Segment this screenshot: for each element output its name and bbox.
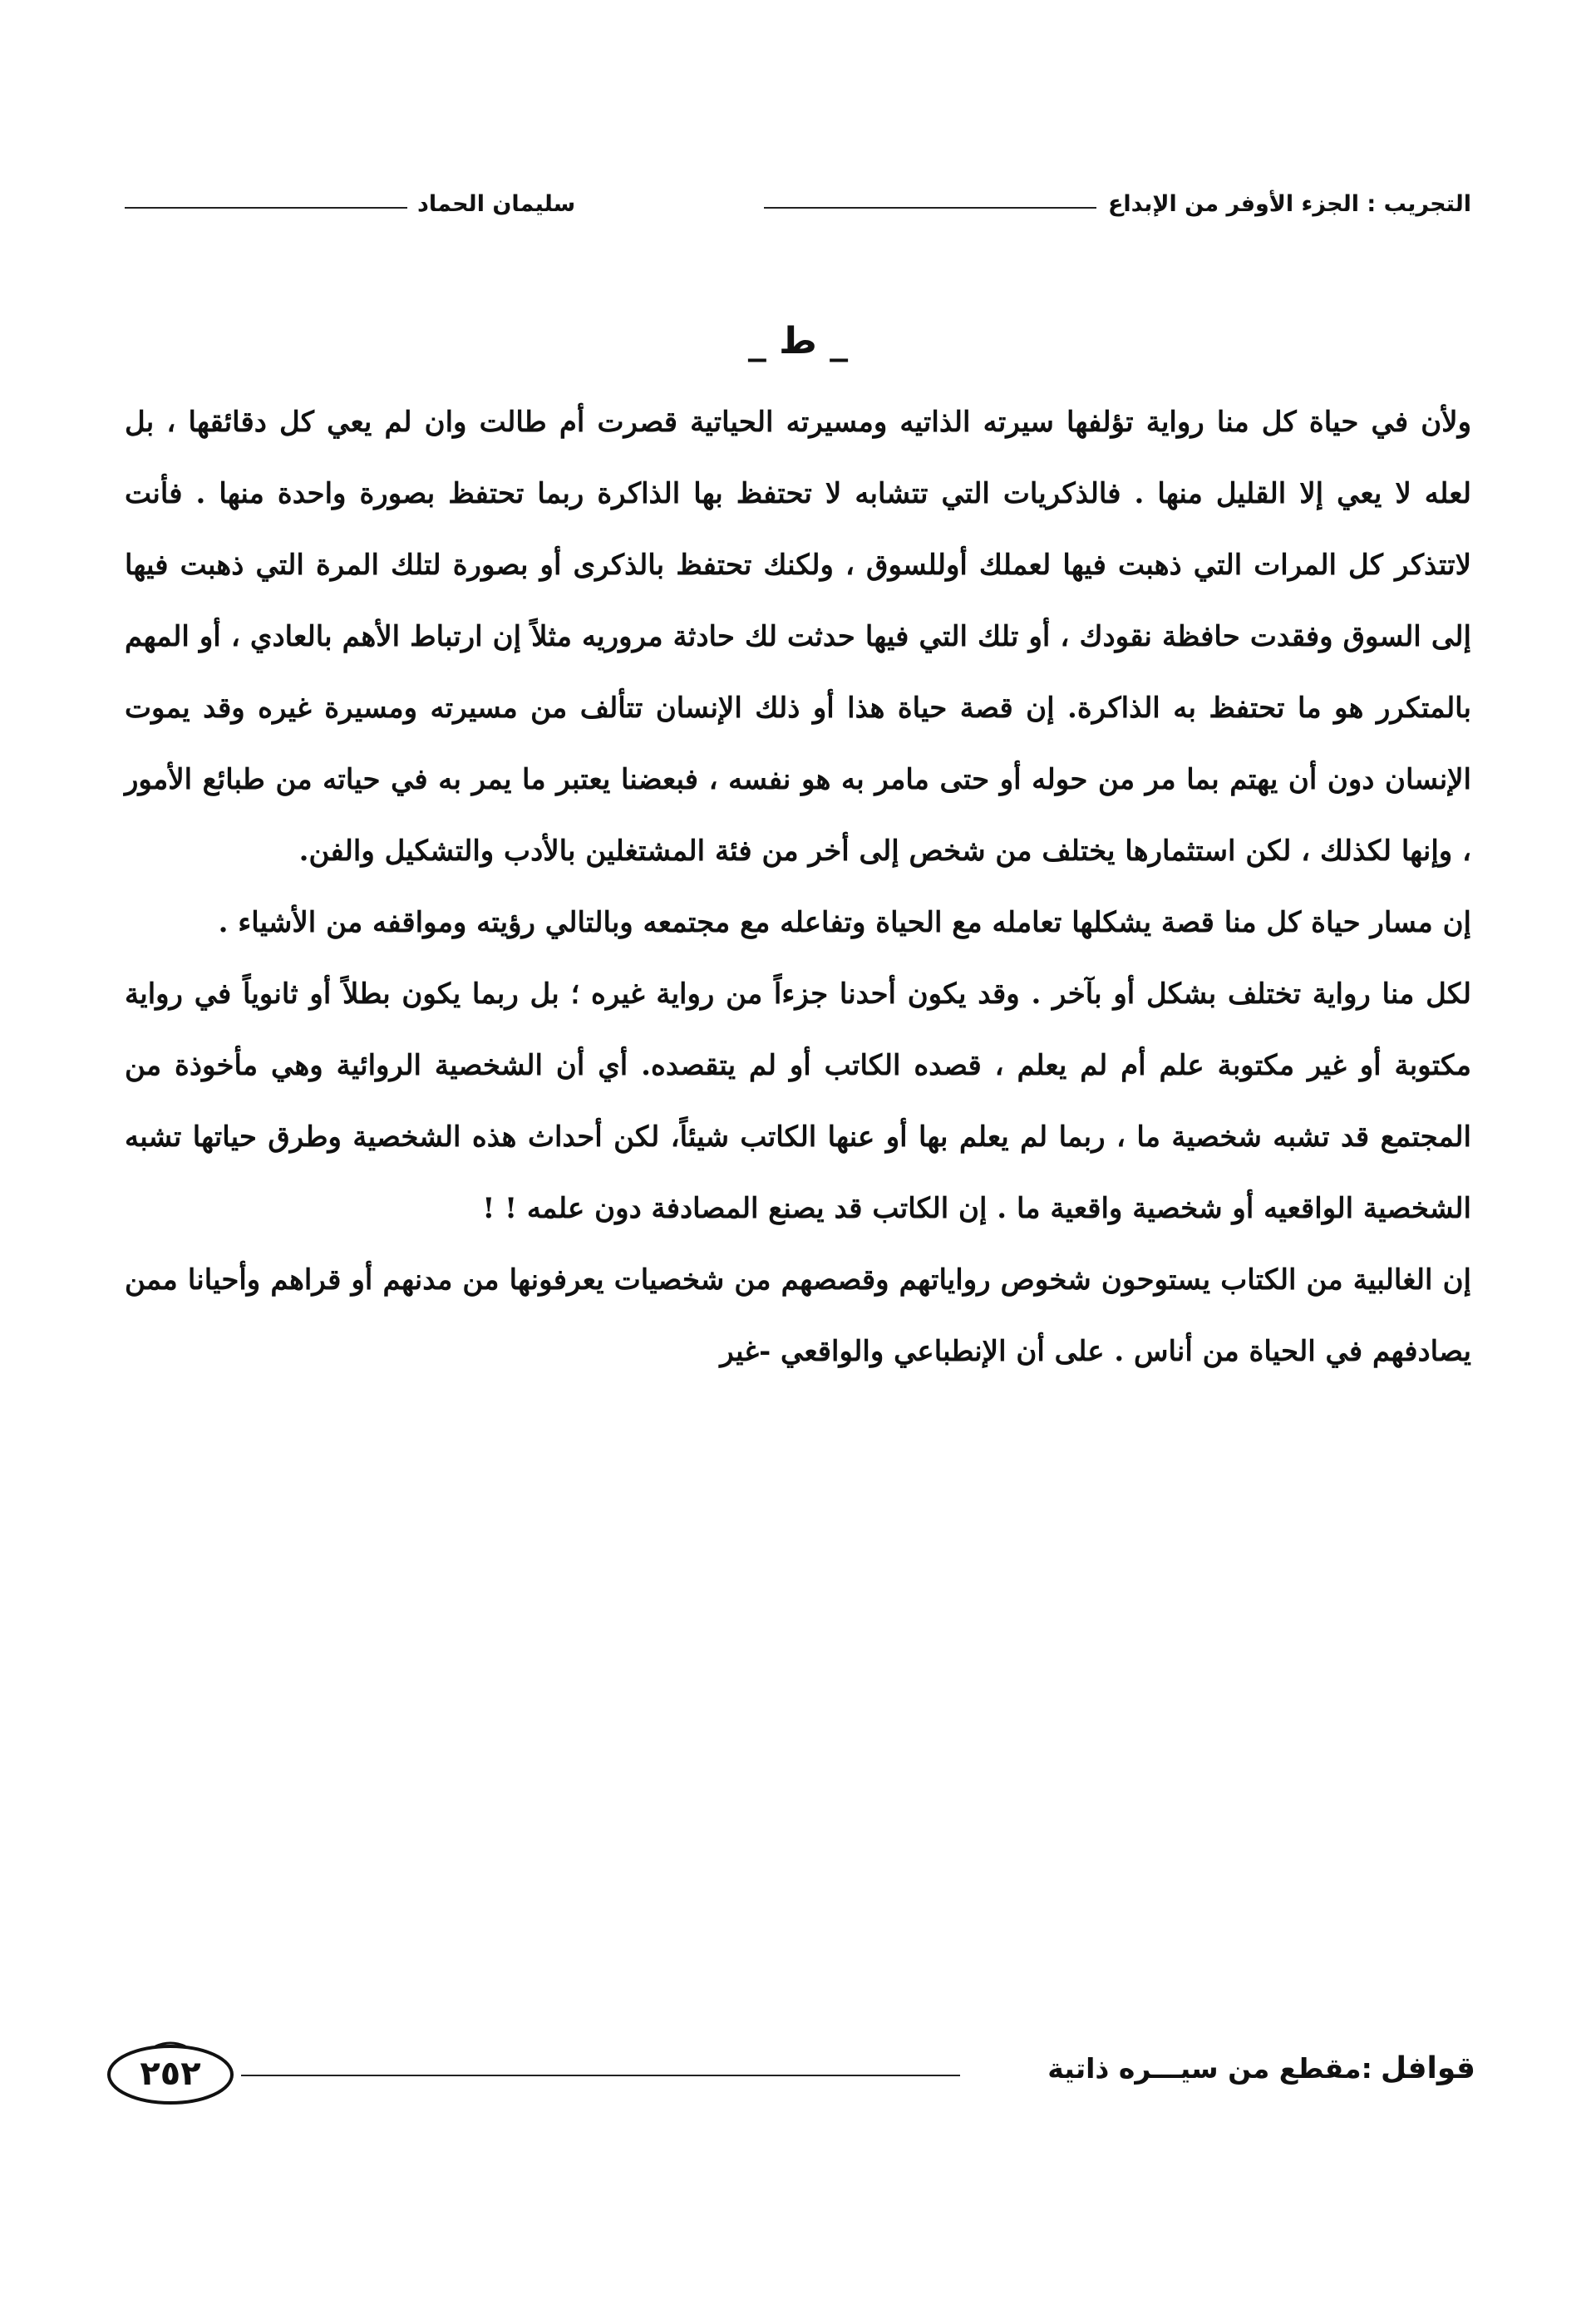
header-book-section: التجريب : الجزء الأوفر من الإبداع [1107,191,1471,217]
paragraph: إن مسار حياة كل منا قصة يشكلها تعامله مع الحياة وتفاعله مع مجتمعه وبالتالي رؤيته ومواقفه من الأشياء . [218,906,1471,939]
running-footer [96,2028,1475,2120]
footer-title-group [1047,2051,1475,2085]
paragraph: لكل منا رواية تختلف بشكل أو بآخر . وقد يكون أحدنا جزءاً من رواية غيره ؛ بل ربما يكون بطلاً أو ثانوياً في رواية مكتوبة أو غير مكتوبة علم أم لم يعلم ، قصده الكاتب أو لم يتقصده. أي أن الشخصية الروائية وهي مأخوذة من المجتمع قد تشبه شخصية ما ، ربما لم يعلم بها أو عنها الكاتب شيئاً، لكن أحداث هذه الشخصية وطرق حياتها تشبه الشخصية الواقعيه أو شخصية واقعية ما . إن الكاتب قد يصنع المصادفة دون علمه ! ! [125,977,1471,1225]
footer-title: :مقطع من سيـــره ذاتية [1047,2052,1372,2085]
footer-rule [241,2075,960,2076]
page-number: ٢٥٢ [140,2055,201,2093]
footer-series: قوافل [1380,2051,1475,2085]
header-rule [764,207,1096,209]
paragraph: إن الغالبية من الكتاب يستوحون شخوص رواياتهم وقصصهم من شخصيات يعرفونها من مدنهم أو قراهم وأحيانا ممن يصادفهم في الحياة من أناس . على أن الإنطباعي والواقعي -غير [125,1263,1471,1368]
running-header [125,191,1471,233]
page-number-badge [104,2036,237,2108]
header-section-title-group [764,191,1471,217]
section-marker: _ ط _ [747,320,849,362]
header-author-rule [125,207,407,209]
paragraph: ولأن في حياة كل منا رواية تؤلفها سيرته الذاتيه ومسيرته الحياتية قصرت أم طالت وان لم يعي كل دقائقها ، بل لعله لا يعي إلا القليل منها . فالذكريات التي تتشابه لا تحتفظ بها الذاكرة ربما تحتفظ بصورة واحدة منها . فأنت لاتتذكر كل المرات التي ذهبت فيها لعملك أوللسوق ، ولكنك تحتفظ بالذكرى أو بصورة لتلك المرة التي ذهبت فيها إلى السوق وفقدت حافظة نقودك ، أو تلك التي فيها حدثت لك حادثة مروريه مثلاً إن ارتباط الأهم بالعادي ، أو المهم بالمتكرر هو ما تحتفظ به الذاكرة. إن قصة حياة هذا أو ذلك الإنسان تتألف من مسيرته ومسيرة غيره وقد يموت الإنسان دون أن يهتم بما مر من حوله أو حتى مامر به هو نفسه ، فبعضنا يعتبر ما يمر به في حياته من طبائع الأمور ، وإنها لكذلك ، لكن استثمارها يختلف من شخص إلى أخر من فئة المشتغلين بالأدب والتشكيل والفن. [125,406,1471,868]
body-text [125,386,1471,1387]
header-author: سليمان الحماد [417,191,576,217]
header-author-group [125,191,575,217]
